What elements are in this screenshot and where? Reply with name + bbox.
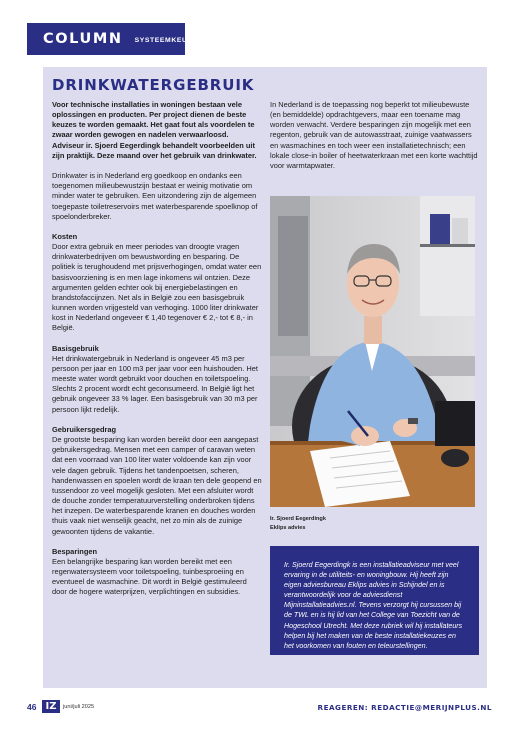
section-heading: Besparingen (52, 546, 98, 556)
caption-company: Eklips advies (270, 525, 306, 531)
photo-caption (270, 515, 326, 533)
page-number: 46 (27, 702, 37, 712)
section-heading: Basisgebruik (52, 343, 99, 353)
caption-name: Ir. Sjoerd Eegerdingk (270, 516, 326, 522)
contact-email[interactable]: REAGEREN: REDACTIE@MERIJNPLUS.NL (317, 703, 492, 712)
magazine-logo: IZ (42, 700, 60, 713)
author-photo (270, 196, 475, 507)
article-lead: Voor technische installaties in woningen bestaan vele oplossingen en producten. Per project dienen de beste keuzes te worden gemaakt. Het gaat fout als voordelen te zwaar worden gewogen en nadelen verwaarloosd. Adviseur ir. Sjoerd Eegerdingk behandelt voorbeelden uit zijn praktijk. Deze maand over het gebruik van drinkwater. (52, 100, 257, 160)
section-heading: Kosten (52, 232, 78, 241)
author-bio-text: Ir. Sjoerd Eegerdingk is een installatieadviseur met veel ervaring in de utiliteits- en woningbouw. Hij heeft zijn eigen adviesbureau Eklips advies in Schijndel en is verantwoordelijk voor de adviesdienst Mijninstallatieadvies.nl. Tevens verzorgt hij cursussen bij de TWL en is hij lid van het College van Toezicht van de Hogeschool Utrecht. Met deze rubriek wil hij installateurs helpen bij het maken van de beste installatiekeuzes en het voorkomen van fouten en teleurstellingen. (284, 561, 463, 650)
article-title: DRINKWATERGEBRUIK (52, 76, 255, 94)
article-intro: Drinkwater is in Nederland erg goedkoop en ondanks een toegenomen milieubewustzijn bestaat er weinig motivatie om minder water te gebruiken. Een uitzondering zijn de algemeen toegepaste toiletreservoirs met waterbesparende spoelknop of spoelonderbreker. (52, 171, 258, 221)
author-bio-box (270, 546, 479, 655)
column-label: COLUMN (43, 31, 123, 47)
section-body: Een belangrijke besparing kan worden bereikt met een regenwatersysteem voor toiletspoeling, tuinbesproeiing en eventueel de wasmachine. Dit wordt in België gestimuleerd door de hogere waterprijzen, verplichtingen en subsidies. (52, 556, 247, 597)
section-body: Het drinkwatergebruik in Nederland is ongeveer 45 m3 per persoon per jaar en 100 m3 per jaar voor een huishouden. Het meeste water wordt gebruikt voor douchen en toiletspoeling. Slechts 2 procent wordt echt geconsumeerd. In België ligt het gebruik ongeveer 33 % lager. Een basisgebruik van 30 m3 per persoon lijkt redelijk. (52, 353, 258, 414)
section-body: De grootste besparing kan worden bereikt door een aangepast gebruikersgedrag. Mensen met een camper of caravan weten dat een voorraad van 100 liter water voldoende kan zijn voor vele dagen gebruik. Tijdens het tandenpoetsen, scheren, handenwassen en spoelen wordt de kraan ten dele geopend en tussendoor zo veel mogelijk gesloten. Met een afsluiter wordt de douche zonder temperatuurverstelling onderbroken tijdens het inzepen. De waterbesparende kranen en douches worden thuis vaak niet wenselijk geacht, net zo min als de zuinige gewoonten tijdens de vakantie. (52, 435, 262, 536)
right-column-text: In Nederland is de toepassing nog beperkt tot milieubewuste (en bemiddelde) opdrachtgevers, maar een toename mag worden verwacht. Verdere besparingen zijn mogelijk met een regenton, gebruik van de autowasstraat, zuinige vaatwassers en wasmachines en toch weer een installatietechnisch; een lokale close-in boiler of heetwaterkraan met een korte wachttijd voor warmtapwater. (270, 100, 478, 170)
section-heading: Gebruikersgedrag (52, 424, 117, 434)
column-tab (27, 23, 203, 55)
section-body: Door extra gebruik en meer periodes van droogte vragen drinkwaterbedrijven om bewustwording en besparing. De politiek is terughoudend met prijsverhogingen, omdat water een basisvoorziening is en men lage inkomens wil ontzien. Deze argumenten gelden echter ook bij energiebelastingen en brandstofaccijnzen. Net als in België zou een basisgebruik kunnen worden vrijgesteld van verhoging. 1000 liter drinkwater kost in Nederland ongeveer € 1,40 tegenover € 2,- tot € 8,- in België. (52, 242, 262, 333)
issue-date: juni/juli 2025 (63, 704, 95, 710)
section-label: SYSTEEMKEUZES (134, 37, 203, 44)
left-column (52, 100, 262, 608)
